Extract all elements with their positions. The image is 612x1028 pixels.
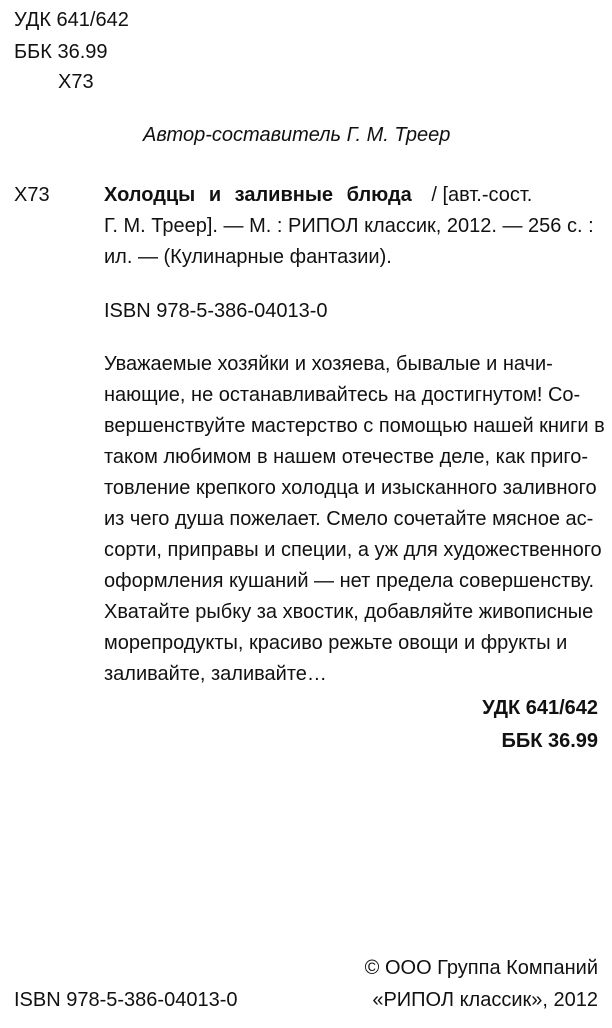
entry-line-2: Г. М. Треер]. — М. : РИПОЛ классик, 2012. — 256 с. : bbox=[104, 215, 594, 237]
annotation-line: оформления кушаний — нет предела совершенству. bbox=[104, 570, 595, 592]
annotation-line: нающие, не останавливайтесь на достигнутом! Со- bbox=[104, 384, 581, 406]
annotation-line: таком любимом в нашем отечестве деле, как приго- bbox=[104, 446, 589, 468]
author-mark: Х73 bbox=[58, 71, 94, 93]
bottom-isbn: ISBN 978-5-386-04013-0 bbox=[14, 989, 238, 1011]
annotation-line: сорти, приправы и специи, а уж для художественного bbox=[104, 539, 602, 561]
entry-line-1-rest: / [авт.-сост. bbox=[431, 184, 533, 206]
copyright-line-2: «РИПОЛ классик», 2012 bbox=[372, 989, 598, 1011]
annotation-line: вершенствуйте мастерство с помощью нашей книги в bbox=[104, 415, 605, 437]
author-line: Автор-составитель Г. М. Треер bbox=[143, 124, 451, 146]
annotation-line: из чего душа пожелает. Смело сочетайте мясное ас- bbox=[104, 508, 594, 530]
footer-bbk: ББК 36.99 bbox=[501, 730, 598, 752]
annotation-line: Хватайте рыбку за хвостик, добавляйте живописные bbox=[104, 601, 594, 623]
annotation-line: Уважаемые хозяйки и хозяева, бывалые и начи- bbox=[104, 353, 553, 375]
annotation-line: товление крепкого холодца и изысканного заливного bbox=[104, 477, 597, 499]
bbk-code: ББК 36.99 bbox=[14, 41, 108, 63]
udk-code: УДК 641/642 bbox=[14, 9, 129, 31]
annotation bbox=[104, 349, 605, 690]
entry-line-3: ил. — (Кулинарные фантазии). bbox=[104, 246, 392, 268]
footer-udk: УДК 641/642 bbox=[482, 697, 598, 719]
copyright-line-1: © ООО Группа Компаний bbox=[364, 957, 598, 979]
annotation-line: морепродукты, красиво режьте овощи и фрукты и bbox=[104, 632, 568, 654]
isbn: ISBN 978-5-386-04013-0 bbox=[104, 300, 328, 322]
entry-code: Х73 bbox=[14, 184, 50, 206]
annotation-line: заливайте, заливайте… bbox=[104, 663, 327, 685]
book-title: Холодцы и заливные блюда bbox=[104, 184, 412, 206]
entry-line-1 bbox=[104, 180, 596, 211]
